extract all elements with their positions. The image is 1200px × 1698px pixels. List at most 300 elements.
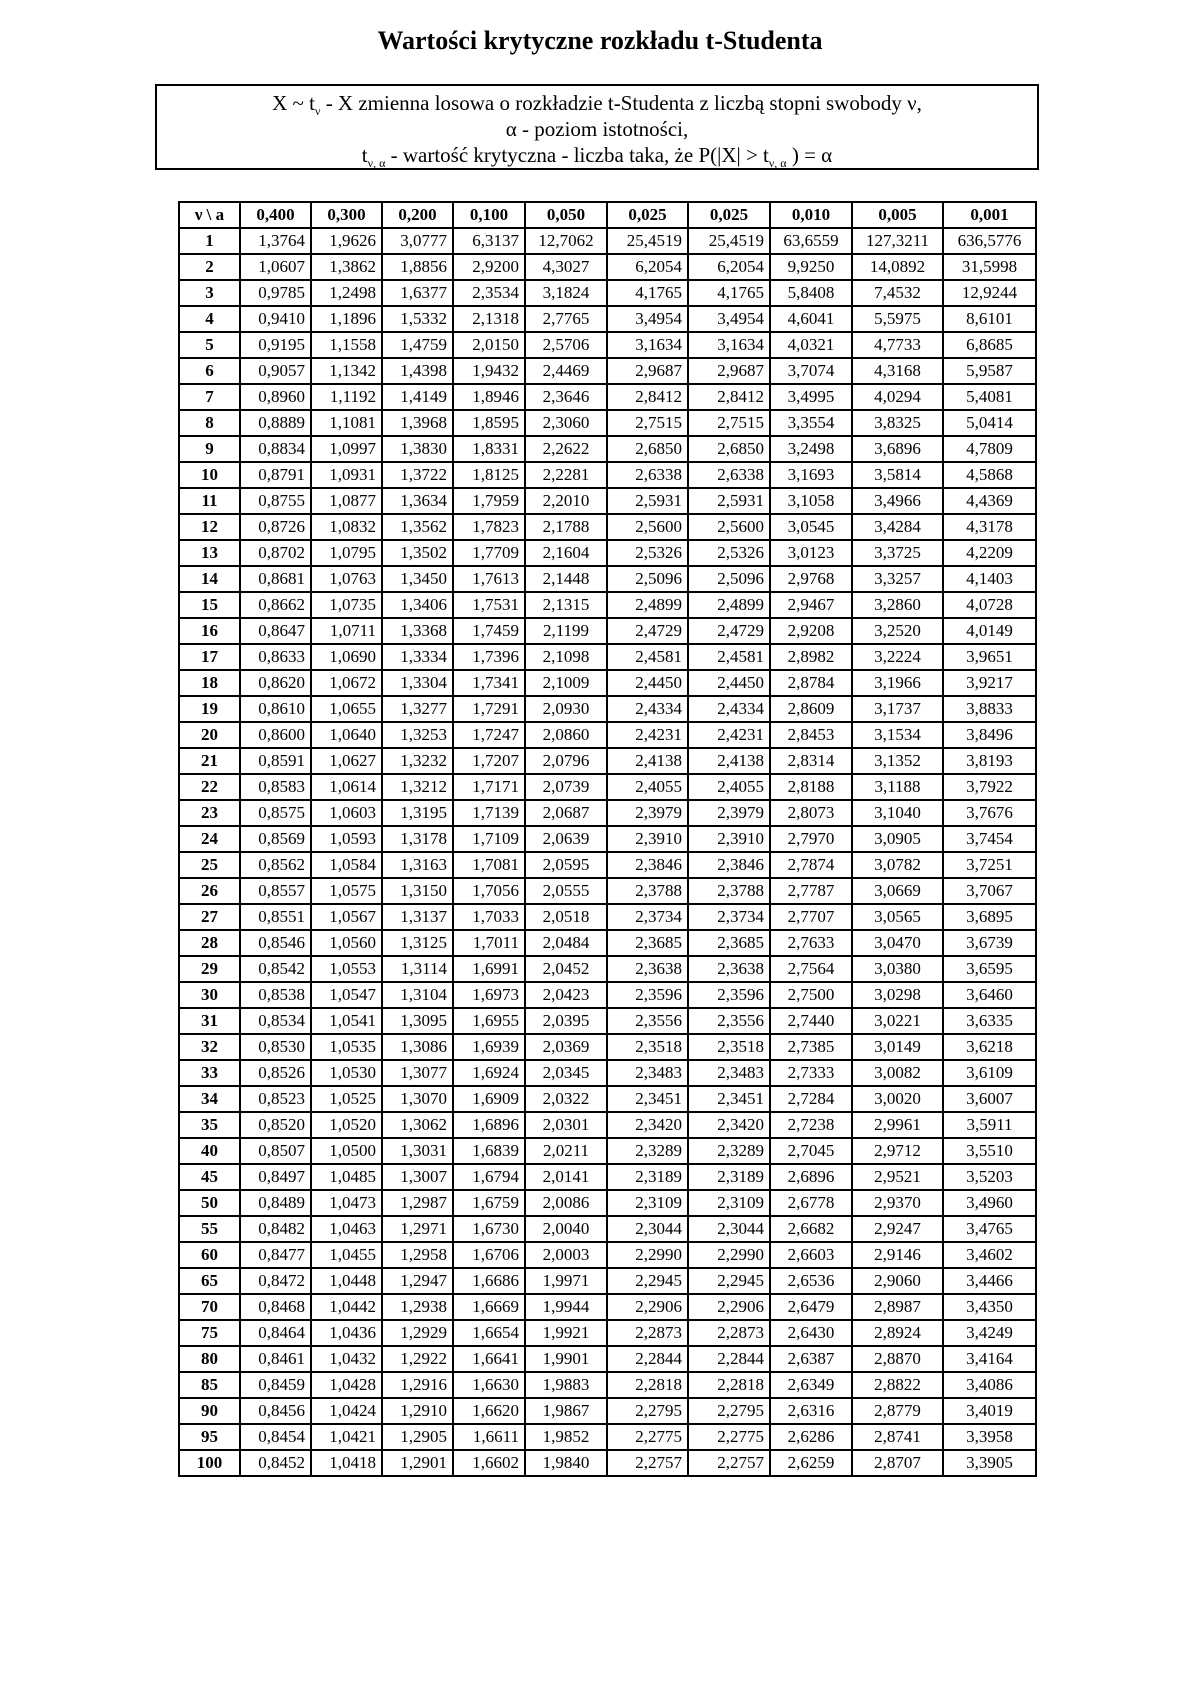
critical-value-cell: 2,7385	[770, 1034, 852, 1060]
critical-value-cell: 4,2209	[943, 540, 1036, 566]
critical-value-cell: 1,0640	[311, 722, 382, 748]
table-row	[179, 462, 1036, 488]
critical-value-cell: 4,3027	[525, 254, 607, 280]
critical-value-cell: 2,4729	[607, 618, 688, 644]
critical-value-cell: 6,8685	[943, 332, 1036, 358]
table-row	[179, 1164, 1036, 1190]
critical-value-cell: 3,4086	[943, 1372, 1036, 1398]
table-row	[179, 1138, 1036, 1164]
critical-value-cell: 1,6924	[453, 1060, 525, 1086]
critical-value-cell: 3,0082	[852, 1060, 943, 1086]
critical-value-cell: 1,3104	[382, 982, 453, 1008]
critical-value-cell: 3,1824	[525, 280, 607, 306]
critical-value-cell: 0,8507	[240, 1138, 311, 1164]
critical-value-cell: 2,0003	[525, 1242, 607, 1268]
critical-value-cell: 2,4899	[688, 592, 770, 618]
critical-value-cell: 2,5326	[688, 540, 770, 566]
critical-value-cell: 1,3722	[382, 462, 453, 488]
critical-value-cell: 1,7396	[453, 644, 525, 670]
critical-value-cell: 1,6759	[453, 1190, 525, 1216]
critical-value-cell: 1,0418	[311, 1450, 382, 1476]
critical-value-cell: 3,5911	[943, 1112, 1036, 1138]
alpha-header: 0,200	[382, 202, 453, 228]
degrees-of-freedom-cell: 8	[179, 410, 240, 436]
critical-value-cell: 1,7207	[453, 748, 525, 774]
critical-value-cell: 3,8193	[943, 748, 1036, 774]
critical-value-cell: 1,2910	[382, 1398, 453, 1424]
degrees-of-freedom-cell: 32	[179, 1034, 240, 1060]
critical-value-cell: 1,7011	[453, 930, 525, 956]
critical-value-cell: 2,6682	[770, 1216, 852, 1242]
critical-value-cell: 1,6620	[453, 1398, 525, 1424]
degrees-of-freedom-cell: 28	[179, 930, 240, 956]
critical-value-cell: 2,4138	[688, 748, 770, 774]
critical-value-cell: 0,8575	[240, 800, 311, 826]
critical-value-cell: 1,7613	[453, 566, 525, 592]
table-row	[179, 878, 1036, 904]
legend-subscript: ν, α	[768, 156, 787, 171]
table-row	[179, 358, 1036, 384]
critical-value-cell: 63,6559	[770, 228, 852, 254]
critical-value-cell: 3,0905	[852, 826, 943, 852]
table-row	[179, 592, 1036, 618]
critical-value-cell: 1,6611	[453, 1424, 525, 1450]
critical-value-cell: 2,0040	[525, 1216, 607, 1242]
critical-value-cell: 3,1966	[852, 670, 943, 696]
critical-value-cell: 2,3638	[688, 956, 770, 982]
critical-value-cell: 2,6430	[770, 1320, 852, 1346]
corner-header: ν \ a	[179, 202, 240, 228]
critical-value-cell: 1,0614	[311, 774, 382, 800]
critical-value-cell: 2,8707	[852, 1450, 943, 1476]
critical-value-cell: 2,6896	[770, 1164, 852, 1190]
critical-value-cell: 3,0782	[852, 852, 943, 878]
critical-value-cell: 0,8610	[240, 696, 311, 722]
degrees-of-freedom-cell: 50	[179, 1190, 240, 1216]
critical-value-cell: 2,5706	[525, 332, 607, 358]
critical-value-cell: 2,4334	[688, 696, 770, 722]
critical-value-cell: 5,0414	[943, 410, 1036, 436]
critical-value-cell: 3,6460	[943, 982, 1036, 1008]
critical-value-cell: 0,8520	[240, 1112, 311, 1138]
table-row	[179, 436, 1036, 462]
critical-value-cell: 0,8755	[240, 488, 311, 514]
critical-value-cell: 2,4450	[688, 670, 770, 696]
critical-value-cell: 3,6739	[943, 930, 1036, 956]
alpha-header: 0,400	[240, 202, 311, 228]
critical-value-cell: 25,4519	[607, 228, 688, 254]
critical-value-cell: 3,0470	[852, 930, 943, 956]
table-row	[179, 1242, 1036, 1268]
critical-value-cell: 3,0149	[852, 1034, 943, 1060]
critical-value-cell: 3,4164	[943, 1346, 1036, 1372]
critical-value-cell: 0,8523	[240, 1086, 311, 1112]
critical-value-cell: 2,2906	[607, 1294, 688, 1320]
critical-value-cell: 3,0221	[852, 1008, 943, 1034]
critical-value-cell: 1,9852	[525, 1424, 607, 1450]
critical-value-cell: 1,2916	[382, 1372, 453, 1398]
critical-value-cell: 4,1765	[688, 280, 770, 306]
critical-value-cell: 0,8459	[240, 1372, 311, 1398]
critical-value-cell: 2,3846	[688, 852, 770, 878]
degrees-of-freedom-cell: 34	[179, 1086, 240, 1112]
critical-value-cell: 2,9687	[607, 358, 688, 384]
critical-value-cell: 31,5998	[943, 254, 1036, 280]
table-row	[179, 1372, 1036, 1398]
critical-value-cell: 0,8482	[240, 1216, 311, 1242]
degrees-of-freedom-cell: 7	[179, 384, 240, 410]
degrees-of-freedom-cell: 1	[179, 228, 240, 254]
critical-value-cell: 2,6850	[688, 436, 770, 462]
critical-value-cell: 1,0525	[311, 1086, 382, 1112]
critical-value-cell: 3,5814	[852, 462, 943, 488]
critical-value-cell: 4,1765	[607, 280, 688, 306]
critical-value-cell: 2,2775	[607, 1424, 688, 1450]
critical-value-cell: 2,7707	[770, 904, 852, 930]
critical-value-cell: 3,3257	[852, 566, 943, 592]
critical-value-cell: 2,3189	[607, 1164, 688, 1190]
critical-value-cell: 2,1009	[525, 670, 607, 696]
critical-value-cell: 4,1403	[943, 566, 1036, 592]
critical-value-cell: 3,6895	[943, 904, 1036, 930]
critical-value-cell: 2,3646	[525, 384, 607, 410]
critical-value-cell: 1,6641	[453, 1346, 525, 1372]
critical-value-cell: 3,4602	[943, 1242, 1036, 1268]
critical-value-cell: 3,1634	[688, 332, 770, 358]
critical-value-cell: 1,2901	[382, 1450, 453, 1476]
critical-value-cell: 2,2990	[607, 1242, 688, 1268]
alpha-header: 0,100	[453, 202, 525, 228]
critical-value-cell: 0,8542	[240, 956, 311, 982]
critical-value-cell: 3,6218	[943, 1034, 1036, 1060]
critical-value-cell: 2,2844	[688, 1346, 770, 1372]
critical-value-cell: 2,8779	[852, 1398, 943, 1424]
critical-value-cell: 0,8546	[240, 930, 311, 956]
critical-value-cell: 1,9432	[453, 358, 525, 384]
degrees-of-freedom-cell: 27	[179, 904, 240, 930]
critical-value-cell: 2,7970	[770, 826, 852, 852]
critical-value-cell: 2,7564	[770, 956, 852, 982]
table-row	[179, 254, 1036, 280]
critical-value-cell: 1,9883	[525, 1372, 607, 1398]
critical-value-cell: 1,6377	[382, 280, 453, 306]
critical-value-cell: 2,8870	[852, 1346, 943, 1372]
critical-value-cell: 1,0432	[311, 1346, 382, 1372]
critical-value-cell: 2,3556	[607, 1008, 688, 1034]
critical-value-cell: 1,3406	[382, 592, 453, 618]
critical-value-cell: 1,8595	[453, 410, 525, 436]
critical-value-cell: 1,3562	[382, 514, 453, 540]
critical-value-cell: 2,8188	[770, 774, 852, 800]
critical-value-cell: 2,4581	[688, 644, 770, 670]
critical-value-cell: 2,3518	[607, 1034, 688, 1060]
critical-value-cell: 2,0930	[525, 696, 607, 722]
critical-value-cell: 1,0463	[311, 1216, 382, 1242]
critical-value-cell: 3,1534	[852, 722, 943, 748]
critical-value-cell: 2,0150	[453, 332, 525, 358]
table-row	[179, 1294, 1036, 1320]
critical-value-cell: 1,7033	[453, 904, 525, 930]
critical-value-cell: 3,9217	[943, 670, 1036, 696]
critical-value-cell: 1,0711	[311, 618, 382, 644]
critical-value-cell: 0,8562	[240, 852, 311, 878]
critical-value-cell: 0,8960	[240, 384, 311, 410]
critical-value-cell: 3,2224	[852, 644, 943, 670]
critical-value-cell: 2,4055	[688, 774, 770, 800]
critical-value-cell: 2,6316	[770, 1398, 852, 1424]
alpha-header: 0,025	[688, 202, 770, 228]
critical-value-cell: 3,8325	[852, 410, 943, 436]
critical-value-cell: 0,8489	[240, 1190, 311, 1216]
critical-value-cell: 2,1318	[453, 306, 525, 332]
critical-value-cell: 0,8726	[240, 514, 311, 540]
table-row	[179, 618, 1036, 644]
critical-value-cell: 1,4149	[382, 384, 453, 410]
critical-value-cell: 2,6286	[770, 1424, 852, 1450]
table-row	[179, 488, 1036, 514]
critical-value-cell: 2,0423	[525, 982, 607, 1008]
degrees-of-freedom-cell: 20	[179, 722, 240, 748]
critical-value-cell: 3,0565	[852, 904, 943, 930]
critical-value-cell: 0,8530	[240, 1034, 311, 1060]
critical-value-cell: 2,3788	[607, 878, 688, 904]
critical-value-cell: 1,3830	[382, 436, 453, 462]
degrees-of-freedom-cell: 5	[179, 332, 240, 358]
critical-value-cell: 2,3979	[607, 800, 688, 826]
critical-value-cell: 2,4581	[607, 644, 688, 670]
critical-value-cell: 4,6041	[770, 306, 852, 332]
critical-value-cell: 1,7531	[453, 592, 525, 618]
critical-value-cell: 1,6706	[453, 1242, 525, 1268]
critical-value-cell: 1,3086	[382, 1034, 453, 1060]
table-row	[179, 982, 1036, 1008]
critical-value-cell: 1,0530	[311, 1060, 382, 1086]
critical-value-cell: 0,8454	[240, 1424, 311, 1450]
critical-value-cell: 1,3450	[382, 566, 453, 592]
critical-value-cell: 2,0322	[525, 1086, 607, 1112]
critical-value-cell: 2,3289	[607, 1138, 688, 1164]
critical-value-cell: 2,5931	[607, 488, 688, 514]
critical-value-cell: 4,7809	[943, 436, 1036, 462]
critical-value-cell: 0,8472	[240, 1268, 311, 1294]
alpha-header: 0,001	[943, 202, 1036, 228]
critical-value-cell: 1,3502	[382, 540, 453, 566]
critical-value-cell: 2,8314	[770, 748, 852, 774]
critical-value-cell: 2,3788	[688, 878, 770, 904]
critical-value-cell: 0,8464	[240, 1320, 311, 1346]
critical-value-cell: 6,2054	[607, 254, 688, 280]
critical-value-cell: 1,9921	[525, 1320, 607, 1346]
critical-value-cell: 3,6595	[943, 956, 1036, 982]
critical-value-cell: 5,4081	[943, 384, 1036, 410]
critical-value-cell: 0,8497	[240, 1164, 311, 1190]
critical-value-cell: 12,7062	[525, 228, 607, 254]
degrees-of-freedom-cell: 24	[179, 826, 240, 852]
critical-value-cell: 1,7139	[453, 800, 525, 826]
critical-value-cell: 1,0603	[311, 800, 382, 826]
critical-value-cell: 1,2987	[382, 1190, 453, 1216]
critical-value-cell: 4,0321	[770, 332, 852, 358]
critical-value-cell: 1,0455	[311, 1242, 382, 1268]
critical-value-cell: 2,6778	[770, 1190, 852, 1216]
legend-line-variable	[157, 90, 1037, 119]
critical-value-cell: 0,8526	[240, 1060, 311, 1086]
degrees-of-freedom-cell: 13	[179, 540, 240, 566]
critical-value-cell: 3,1058	[770, 488, 852, 514]
degrees-of-freedom-cell: 12	[179, 514, 240, 540]
critical-value-cell: 2,3979	[688, 800, 770, 826]
critical-value-cell: 2,3420	[607, 1112, 688, 1138]
critical-value-cell: 2,6536	[770, 1268, 852, 1294]
critical-value-cell: 2,7045	[770, 1138, 852, 1164]
critical-value-cell: 1,6630	[453, 1372, 525, 1398]
table-row	[179, 566, 1036, 592]
critical-value-cell: 3,3958	[943, 1424, 1036, 1450]
critical-value-cell: 3,1693	[770, 462, 852, 488]
critical-value-cell: 0,8889	[240, 410, 311, 436]
critical-value-cell: 3,4466	[943, 1268, 1036, 1294]
degrees-of-freedom-cell: 3	[179, 280, 240, 306]
critical-value-cell: 2,2818	[607, 1372, 688, 1398]
critical-value-cell: 1,0607	[240, 254, 311, 280]
degrees-of-freedom-cell: 30	[179, 982, 240, 1008]
critical-value-cell: 3,3725	[852, 540, 943, 566]
critical-value-cell: 2,5600	[688, 514, 770, 540]
critical-value-cell: 4,0294	[852, 384, 943, 410]
critical-value-cell: 0,8557	[240, 878, 311, 904]
critical-value-cell: 3,8496	[943, 722, 1036, 748]
critical-value-cell: 4,5868	[943, 462, 1036, 488]
critical-value-cell: 1,9626	[311, 228, 382, 254]
critical-value-cell: 3,2520	[852, 618, 943, 644]
degrees-of-freedom-cell: 95	[179, 1424, 240, 1450]
critical-value-cell: 2,6338	[607, 462, 688, 488]
critical-value-cell: 2,4138	[607, 748, 688, 774]
degrees-of-freedom-cell: 55	[179, 1216, 240, 1242]
critical-value-cell: 2,6479	[770, 1294, 852, 1320]
table-row	[179, 228, 1036, 254]
critical-value-cell: 1,2971	[382, 1216, 453, 1242]
critical-value-cell: 0,8551	[240, 904, 311, 930]
critical-value-cell: 1,3137	[382, 904, 453, 930]
critical-value-cell: 2,4055	[607, 774, 688, 800]
critical-value-cell: 3,4966	[852, 488, 943, 514]
critical-value-cell: 6,3137	[453, 228, 525, 254]
critical-value-cell: 1,1192	[311, 384, 382, 410]
critical-value-cell: 1,7056	[453, 878, 525, 904]
critical-value-cell: 1,8856	[382, 254, 453, 280]
critical-value-cell: 2,0369	[525, 1034, 607, 1060]
critical-value-cell: 1,2929	[382, 1320, 453, 1346]
table-row	[179, 1086, 1036, 1112]
critical-value-cell: 2,4469	[525, 358, 607, 384]
table-row	[179, 1424, 1036, 1450]
critical-value-cell: 2,3451	[688, 1086, 770, 1112]
degrees-of-freedom-cell: 9	[179, 436, 240, 462]
critical-value-cell: 2,3638	[607, 956, 688, 982]
critical-value-cell: 3,0298	[852, 982, 943, 1008]
critical-value-cell: 4,4369	[943, 488, 1036, 514]
critical-values-table	[178, 201, 1037, 1477]
critical-value-cell: 2,7440	[770, 1008, 852, 1034]
critical-value-cell: 2,4899	[607, 592, 688, 618]
degrees-of-freedom-cell: 85	[179, 1372, 240, 1398]
critical-value-cell: 1,1896	[311, 306, 382, 332]
critical-value-cell: 1,0575	[311, 878, 382, 904]
critical-value-cell: 2,2281	[525, 462, 607, 488]
critical-value-cell: 2,3518	[688, 1034, 770, 1060]
critical-value-cell: 1,2938	[382, 1294, 453, 1320]
critical-value-cell: 1,9901	[525, 1346, 607, 1372]
critical-value-cell: 2,8609	[770, 696, 852, 722]
critical-value-cell: 1,0448	[311, 1268, 382, 1294]
critical-value-cell: 1,6991	[453, 956, 525, 982]
critical-value-cell: 1,3031	[382, 1138, 453, 1164]
table-row	[179, 774, 1036, 800]
critical-value-cell: 1,4759	[382, 332, 453, 358]
critical-value-cell: 3,0020	[852, 1086, 943, 1112]
critical-value-cell: 2,8741	[852, 1424, 943, 1450]
critical-value-cell: 1,3007	[382, 1164, 453, 1190]
critical-value-cell: 2,4729	[688, 618, 770, 644]
critical-value-cell: 3,2860	[852, 592, 943, 618]
critical-value-cell: 3,1352	[852, 748, 943, 774]
critical-value-cell: 2,3685	[607, 930, 688, 956]
critical-value-cell: 2,7333	[770, 1060, 852, 1086]
critical-value-cell: 2,8412	[607, 384, 688, 410]
critical-value-cell: 2,2795	[688, 1398, 770, 1424]
critical-value-cell: 7,4532	[852, 280, 943, 306]
critical-value-cell: 3,4954	[607, 306, 688, 332]
critical-value-cell: 0,8591	[240, 748, 311, 774]
critical-value-cell: 127,3211	[852, 228, 943, 254]
critical-value-cell: 1,2958	[382, 1242, 453, 1268]
critical-value-cell: 4,7733	[852, 332, 943, 358]
critical-value-cell: 1,0567	[311, 904, 382, 930]
critical-value-cell: 3,4954	[688, 306, 770, 332]
critical-value-cell: 0,8702	[240, 540, 311, 566]
critical-value-cell: 2,2945	[688, 1268, 770, 1294]
critical-value-cell: 1,7109	[453, 826, 525, 852]
critical-value-cell: 1,3163	[382, 852, 453, 878]
critical-value-cell: 4,3168	[852, 358, 943, 384]
critical-value-cell: 2,2010	[525, 488, 607, 514]
critical-value-cell: 1,7459	[453, 618, 525, 644]
table-row	[179, 722, 1036, 748]
critical-value-cell: 2,3685	[688, 930, 770, 956]
critical-value-cell: 1,8946	[453, 384, 525, 410]
critical-value-cell: 1,0421	[311, 1424, 382, 1450]
degrees-of-freedom-cell: 18	[179, 670, 240, 696]
critical-value-cell: 2,7238	[770, 1112, 852, 1138]
critical-value-cell: 8,6101	[943, 306, 1036, 332]
critical-value-cell: 2,8412	[688, 384, 770, 410]
critical-value-cell: 0,8620	[240, 670, 311, 696]
critical-value-cell: 2,9247	[852, 1216, 943, 1242]
critical-value-cell: 3,8833	[943, 696, 1036, 722]
critical-value-cell: 1,0541	[311, 1008, 382, 1034]
legend-text: - X zmienna losowa o rozkładzie t-Studenta z liczbą stopni swobody ν,	[320, 91, 922, 115]
critical-value-cell: 3,3554	[770, 410, 852, 436]
critical-value-cell: 1,3062	[382, 1112, 453, 1138]
critical-value-cell: 1,7709	[453, 540, 525, 566]
critical-value-cell: 2,3109	[688, 1190, 770, 1216]
critical-value-cell: 2,3596	[688, 982, 770, 1008]
critical-value-cell: 2,8822	[852, 1372, 943, 1398]
degrees-of-freedom-cell: 80	[179, 1346, 240, 1372]
critical-value-cell: 1,7247	[453, 722, 525, 748]
critical-value-cell: 2,0452	[525, 956, 607, 982]
